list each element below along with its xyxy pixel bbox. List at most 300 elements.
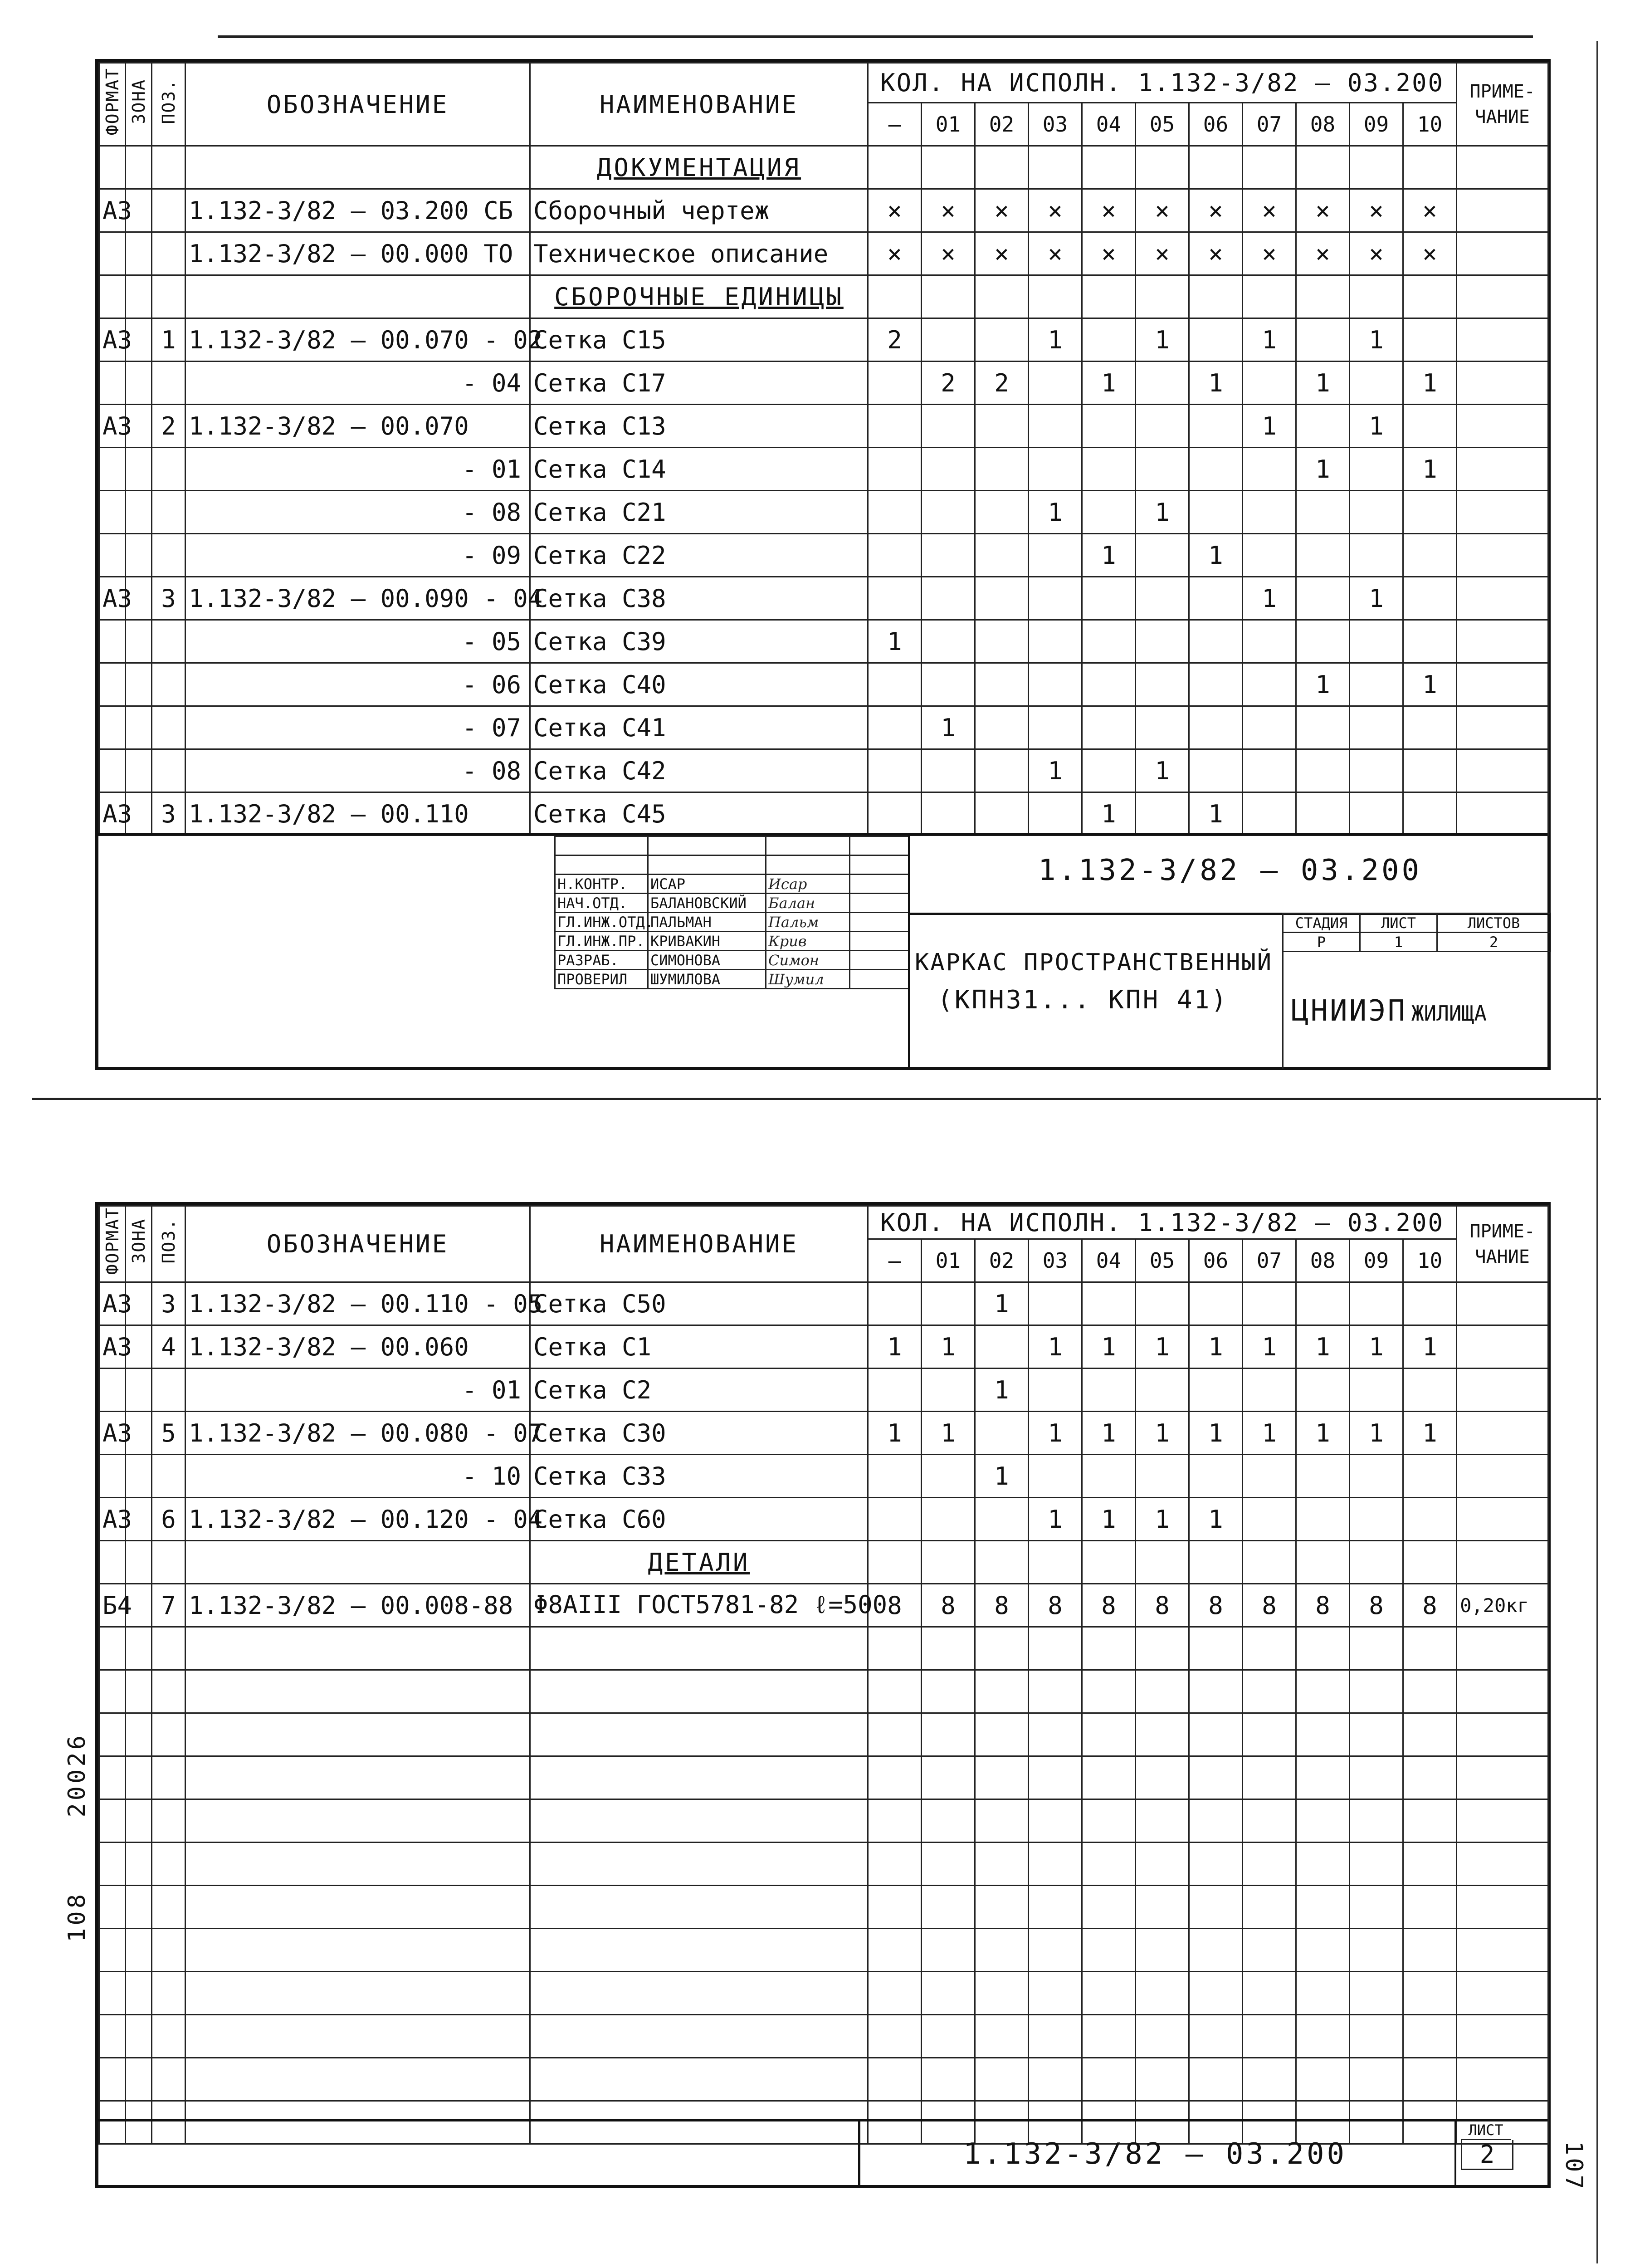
cell-qty	[1082, 2015, 1136, 2058]
cell-note	[1457, 620, 1548, 663]
cell-qty: 1	[1136, 318, 1189, 362]
variant-header-1: 01	[922, 1239, 975, 1282]
cell-qty	[1403, 1282, 1457, 1325]
cell-qty	[1189, 2015, 1243, 2058]
cell-qty: 1	[1189, 1412, 1243, 1455]
cell-designation	[185, 1627, 530, 1670]
signer-date	[850, 932, 909, 951]
cell-qty	[1350, 1756, 1403, 1799]
cell-qty: 1	[1296, 663, 1350, 706]
cell-qty	[975, 620, 1029, 663]
cell-name: Сетка С22	[530, 534, 868, 577]
cell-qty	[1243, 1498, 1296, 1541]
cell-designation	[185, 1799, 530, 1843]
cell-note	[1457, 1929, 1548, 1972]
cell-qty	[1029, 2058, 1082, 2101]
cell-qty	[1296, 2058, 1350, 2101]
cell-note	[1457, 706, 1548, 749]
table-row	[99, 362, 1548, 405]
cell-qty	[1403, 749, 1457, 792]
cell-pos: 1	[152, 318, 185, 362]
cell-designation: - 04	[185, 362, 530, 405]
inventory-number: 20026	[63, 1733, 91, 1818]
cell-pos	[152, 189, 185, 232]
cell-qty	[1136, 146, 1189, 189]
cell-designation: - 01	[185, 448, 530, 491]
signer-name: ПАЛЬМАН	[648, 913, 766, 932]
cell-name	[530, 2058, 868, 2101]
cell-qty	[1136, 405, 1189, 448]
cell-pos	[152, 1843, 185, 1886]
cell-note	[1457, 1799, 1548, 1843]
signer-row	[555, 970, 909, 989]
cell-qty: 1	[1243, 318, 1296, 362]
cell-qty	[1189, 318, 1243, 362]
cell-format	[99, 1455, 126, 1498]
cell-pos	[152, 1929, 185, 1972]
cell-name: Φ8АIII ГОСТ5781-82 ℓ=500	[530, 1584, 868, 1627]
cell-qty	[1136, 1541, 1189, 1584]
cell-qty	[922, 749, 975, 792]
cell-qty: ×	[1350, 232, 1403, 275]
cell-qty	[1136, 1282, 1189, 1325]
cell-qty	[1082, 1670, 1136, 1713]
cell-pos: 7	[152, 1584, 185, 1627]
cell-qty	[1350, 1843, 1403, 1886]
variant-header-1: 01	[922, 103, 975, 146]
cell-qty	[1136, 1369, 1189, 1412]
variant-header-6: 06	[1189, 103, 1243, 146]
cell-zone	[126, 491, 152, 534]
cell-qty	[1029, 146, 1082, 189]
cell-note	[1457, 146, 1548, 189]
cell-qty	[868, 491, 922, 534]
cell-name	[530, 1929, 868, 1972]
cell-qty	[1029, 620, 1082, 663]
cell-qty	[1082, 1282, 1136, 1325]
variant-header-4: 04	[1082, 1239, 1136, 1282]
cell-qty: 8	[868, 1584, 922, 1627]
cell-designation	[185, 1886, 530, 1929]
cell-qty	[1189, 1627, 1243, 1670]
cell-qty	[868, 362, 922, 405]
cell-qty	[1350, 706, 1403, 749]
signer-name: КРИВАКИН	[648, 932, 766, 951]
variant-header-0: –	[868, 103, 922, 146]
cell-qty	[1296, 1282, 1350, 1325]
variant-header-2: 02	[975, 103, 1029, 146]
cell-designation	[185, 275, 530, 318]
cell-qty: ×	[1243, 189, 1296, 232]
cell-qty	[1296, 577, 1350, 620]
cell-qty	[1082, 1799, 1136, 1843]
cell-pos: 3	[152, 792, 185, 836]
cell-pos	[152, 2015, 185, 2058]
cell-name: Сетка С2	[530, 1369, 868, 1412]
cell-qty: 1	[1243, 1325, 1296, 1369]
cell-qty	[975, 706, 1029, 749]
cell-qty	[1403, 1713, 1457, 1756]
cell-name: Сетка С40	[530, 663, 868, 706]
cell-qty	[1082, 1886, 1136, 1929]
signer-role: НАЧ.ОТД.	[555, 894, 648, 913]
cell-format	[99, 706, 126, 749]
header-note-2: ПРИМЕ- ЧАНИЕ	[1457, 1206, 1548, 1282]
cell-designation: 1.132-3/82 — 00.008-88	[185, 1584, 530, 1627]
cell-qty	[1082, 1756, 1136, 1799]
cell-qty: 8	[1403, 1584, 1457, 1627]
cell-zone	[126, 448, 152, 491]
header-designation-2: ОБОЗНАЧЕНИЕ	[185, 1206, 530, 1282]
cell-qty	[1296, 1886, 1350, 1929]
cell-qty	[975, 1756, 1029, 1799]
cell-qty	[1136, 1843, 1189, 1886]
cell-note	[1457, 792, 1548, 836]
cell-format: А3	[99, 792, 126, 836]
cell-qty	[1082, 405, 1136, 448]
cell-designation	[185, 1670, 530, 1713]
signer-date	[850, 970, 909, 989]
cell-qty	[868, 1843, 922, 1886]
cell-qty: 1	[975, 1369, 1029, 1412]
cell-qty	[1296, 491, 1350, 534]
cell-name	[530, 1627, 868, 1670]
cell-qty: 1	[1350, 577, 1403, 620]
header-qty-title-2: КОЛ. НА ИСПОЛН. 1.132-3/82 — 03.200	[868, 1206, 1457, 1239]
cell-note	[1457, 1369, 1548, 1412]
cell-note	[1457, 1455, 1548, 1498]
table-row	[99, 577, 1548, 620]
margin-number-108: 108	[63, 1892, 91, 1942]
cell-qty: 2	[922, 362, 975, 405]
cell-qty	[868, 1541, 922, 1584]
cell-qty: 1	[1082, 792, 1136, 836]
cell-qty	[1243, 663, 1296, 706]
cell-qty	[1296, 1972, 1350, 2015]
table-row	[99, 1843, 1548, 1886]
cell-qty: 8	[1136, 1584, 1189, 1627]
cell-qty	[922, 792, 975, 836]
cell-qty	[922, 1886, 975, 1929]
cell-qty	[1136, 1929, 1189, 1972]
cell-note	[1457, 2058, 1548, 2101]
cell-qty	[975, 1670, 1029, 1713]
cell-qty	[1029, 1886, 1082, 1929]
cell-zone	[126, 534, 152, 577]
cell-qty	[868, 1369, 922, 1412]
cell-pos	[152, 1455, 185, 1498]
cell-qty: ×	[1029, 232, 1082, 275]
cell-qty	[1243, 749, 1296, 792]
cell-note	[1457, 1670, 1548, 1713]
cell-format: А3	[99, 1412, 126, 1455]
cell-qty: 1	[1082, 1498, 1136, 1541]
cell-qty	[1403, 706, 1457, 749]
footer-block	[98, 2119, 1547, 2187]
cell-qty: 1	[1350, 318, 1403, 362]
cell-qty	[1350, 1886, 1403, 1929]
cell-qty	[1029, 2015, 1082, 2058]
cell-name: ДЕТАЛИ	[530, 1541, 868, 1584]
cell-qty	[1350, 663, 1403, 706]
cell-qty	[868, 1929, 922, 1972]
cell-qty	[868, 577, 922, 620]
table-row	[99, 1929, 1548, 1972]
cell-name	[530, 1799, 868, 1843]
cell-qty: 1	[1296, 448, 1350, 491]
cell-note	[1457, 663, 1548, 706]
cell-qty	[1029, 1713, 1082, 1756]
cell-qty: ×	[1136, 232, 1189, 275]
cell-qty	[1189, 1756, 1243, 1799]
cell-format	[99, 1369, 126, 1412]
cell-note	[1457, 405, 1548, 448]
cell-name: Сетка С45	[530, 792, 868, 836]
cell-note	[1457, 362, 1548, 405]
cell-qty: 1	[1296, 1412, 1350, 1455]
cell-name: Сетка С50	[530, 1282, 868, 1325]
cell-qty	[1136, 1886, 1189, 1929]
cell-qty	[1029, 448, 1082, 491]
cell-name: Сетка С38	[530, 577, 868, 620]
cell-pos: 3	[152, 577, 185, 620]
cell-qty	[1029, 1627, 1082, 1670]
cell-qty: 2	[975, 362, 1029, 405]
signer-role: РАЗРАБ.	[555, 951, 648, 970]
cell-note	[1457, 1498, 1548, 1541]
cell-qty	[1082, 749, 1136, 792]
cell-qty	[1136, 534, 1189, 577]
cell-qty	[922, 1498, 975, 1541]
cell-qty	[975, 1843, 1029, 1886]
cell-qty: 1	[1403, 362, 1457, 405]
table-row	[99, 405, 1548, 448]
cell-note: 0,20кг	[1457, 1584, 1548, 1627]
cell-note	[1457, 577, 1548, 620]
cell-qty	[1296, 405, 1350, 448]
signer-name: СИМОНОВА	[648, 951, 766, 970]
signer-row	[555, 913, 909, 932]
cell-qty: 1	[1082, 362, 1136, 405]
table-row	[99, 620, 1548, 663]
cell-name: Сетка С30	[530, 1412, 868, 1455]
cell-qty	[1350, 534, 1403, 577]
cell-qty	[975, 146, 1029, 189]
cell-qty	[1136, 792, 1189, 836]
cell-designation	[185, 2058, 530, 2101]
header-name: НАИМЕНОВАНИЕ	[530, 63, 868, 146]
cell-qty: 1	[1136, 1412, 1189, 1455]
cell-qty	[1189, 1886, 1243, 1929]
cell-qty	[1296, 1455, 1350, 1498]
cell-note	[1457, 448, 1548, 491]
cell-name: Сетка С13	[530, 405, 868, 448]
cell-pos	[152, 1541, 185, 1584]
cell-qty	[975, 1498, 1029, 1541]
cell-format	[99, 491, 126, 534]
cell-pos	[152, 1369, 185, 1412]
cell-zone	[126, 1713, 152, 1756]
cell-qty	[922, 577, 975, 620]
cell-qty	[868, 1713, 922, 1756]
cell-qty	[1136, 577, 1189, 620]
cell-name	[530, 1756, 868, 1799]
cell-designation	[185, 1972, 530, 2015]
spec-body-1	[99, 146, 1548, 836]
cell-note	[1457, 1412, 1548, 1455]
cell-note	[1457, 534, 1548, 577]
cell-qty: ×	[1082, 232, 1136, 275]
cell-qty: 1	[922, 1325, 975, 1369]
cell-qty: 8	[922, 1584, 975, 1627]
cell-qty: ×	[1296, 232, 1350, 275]
cell-qty	[922, 1929, 975, 1972]
cell-qty: ×	[1082, 189, 1136, 232]
cell-qty	[1136, 275, 1189, 318]
cell-zone	[126, 232, 152, 275]
cell-qty	[1136, 2015, 1189, 2058]
stage-table: СТАДИЯ ЛИСТ ЛИСТОВ Р 1 2	[1282, 913, 1551, 952]
cell-qty	[1082, 448, 1136, 491]
cell-note	[1457, 1282, 1548, 1325]
cell-pos	[152, 663, 185, 706]
cell-qty	[1296, 1799, 1350, 1843]
cell-qty: 1	[1296, 1325, 1350, 1369]
cell-qty	[1189, 1929, 1243, 1972]
spec-body-2	[99, 1282, 1548, 2144]
variant-header-3: 03	[1029, 1239, 1082, 1282]
cell-format	[99, 275, 126, 318]
cell-qty: ×	[1189, 189, 1243, 232]
cell-qty	[1403, 318, 1457, 362]
cell-qty	[1082, 146, 1136, 189]
cell-qty	[1082, 1627, 1136, 1670]
cell-qty: 1	[1243, 1412, 1296, 1455]
cell-qty: 1	[1189, 792, 1243, 836]
cell-qty: 1	[1136, 1325, 1189, 1369]
cell-qty: 1	[1189, 1498, 1243, 1541]
cell-qty: 1	[868, 1412, 922, 1455]
cell-name: СБОРОЧНЫЕ ЕДИНИЦЫ	[530, 275, 868, 318]
title-block	[98, 833, 1547, 1069]
cell-format	[99, 1843, 126, 1886]
cell-qty	[1189, 1713, 1243, 1756]
cell-qty	[1296, 318, 1350, 362]
cell-qty	[1403, 1455, 1457, 1498]
cell-zone	[126, 1799, 152, 1843]
table-row	[99, 1886, 1548, 1929]
cell-name: Сетка С39	[530, 620, 868, 663]
cell-qty	[1136, 1713, 1189, 1756]
cell-format	[99, 749, 126, 792]
cell-qty	[1029, 1369, 1082, 1412]
cell-pos	[152, 146, 185, 189]
variant-header-0: –	[868, 1239, 922, 1282]
cell-qty	[922, 534, 975, 577]
cell-designation: 1.132-3/82 — 00.110	[185, 792, 530, 836]
cell-qty	[975, 1972, 1029, 2015]
table-row	[99, 491, 1548, 534]
cell-zone	[126, 1929, 152, 1972]
cell-qty	[1189, 706, 1243, 749]
cell-zone	[126, 2015, 152, 2058]
cell-qty	[922, 1541, 975, 1584]
cell-qty	[1243, 1541, 1296, 1584]
table-row	[99, 534, 1548, 577]
cell-qty	[868, 749, 922, 792]
cell-qty: 8	[975, 1584, 1029, 1627]
cell-qty: 1	[1029, 1412, 1082, 1455]
cell-qty: ×	[868, 232, 922, 275]
cell-qty	[1296, 749, 1350, 792]
cell-qty	[1189, 1282, 1243, 1325]
cell-qty	[1189, 1369, 1243, 1412]
cell-format	[99, 1713, 126, 1756]
cell-format: А3	[99, 405, 126, 448]
cell-designation	[185, 1843, 530, 1886]
cell-qty: 1	[975, 1455, 1029, 1498]
drawing-title-2: (КПН31... КПН 41)	[937, 985, 1229, 1015]
cell-qty	[922, 2058, 975, 2101]
cell-qty	[1243, 1369, 1296, 1412]
cell-format: Б4	[99, 1584, 126, 1627]
cell-qty	[1296, 1670, 1350, 1713]
cell-zone	[126, 706, 152, 749]
header-zone-2: ЗОНА	[126, 1206, 152, 1282]
signer-role: Н.КОНТР.	[555, 875, 648, 894]
cell-pos: 4	[152, 1325, 185, 1369]
cell-qty	[1029, 1541, 1082, 1584]
cell-format	[99, 2058, 126, 2101]
cell-qty	[1350, 1541, 1403, 1584]
cell-qty	[1403, 534, 1457, 577]
cell-zone	[126, 1627, 152, 1670]
signer-name: ИСАР	[648, 875, 766, 894]
cell-pos	[152, 1756, 185, 1799]
cell-designation: - 09	[185, 534, 530, 577]
cell-name: Техническое описание	[530, 232, 868, 275]
signer-signature: Пальм	[766, 913, 850, 932]
cell-qty	[868, 146, 922, 189]
signer-signature: Исар	[766, 875, 850, 894]
cell-zone	[126, 1886, 152, 1929]
header-qty-title: КОЛ. НА ИСПОЛН. 1.132-3/82 — 03.200	[868, 63, 1457, 103]
cell-qty	[1403, 1670, 1457, 1713]
cell-qty	[1243, 448, 1296, 491]
cell-designation: 1.132-3/82 — 03.200 СБ	[185, 189, 530, 232]
variant-header-6: 06	[1189, 1239, 1243, 1282]
cell-name: Сетка С21	[530, 491, 868, 534]
cell-qty: 1	[1082, 534, 1136, 577]
cell-qty	[922, 275, 975, 318]
cell-qty: 1	[1403, 448, 1457, 491]
cell-note	[1457, 2015, 1548, 2058]
cell-zone	[126, 362, 152, 405]
cell-qty: 1	[1350, 1412, 1403, 1455]
cell-qty: ×	[922, 189, 975, 232]
cell-qty	[975, 1886, 1029, 1929]
cell-qty	[1350, 146, 1403, 189]
header-note: ПРИМЕ- ЧАНИЕ	[1457, 63, 1548, 146]
cell-qty	[1189, 1541, 1243, 1584]
footer-code: 1.132-3/82 — 03.200	[963, 2137, 1347, 2171]
cell-qty	[922, 491, 975, 534]
drawing-title-1: КАРКАС ПРОСТРАНСТВЕННЫЙ	[915, 949, 1273, 976]
cell-qty	[1243, 1886, 1296, 1929]
signer-name: БАЛАНОВСКИЙ	[648, 894, 766, 913]
cell-qty: ×	[975, 189, 1029, 232]
cell-qty	[922, 448, 975, 491]
